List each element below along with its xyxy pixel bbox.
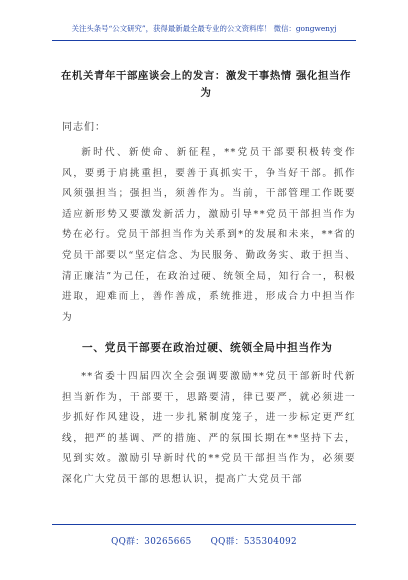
- footer: [52, 534, 356, 547]
- header-divider: [52, 40, 356, 41]
- footer-qq-group-2: QQ群：535304092: [210, 537, 297, 547]
- greeting: 同志们：: [62, 122, 106, 133]
- body-paragraph-1: 新时代、新使命、新征程，**党员干部要积极转变作风，要勇于肩挑重担，要善于真抓实干，争当好干部。抓作风须强担当；强担当，须善作为。当前，干部管理工作既要适应新形势又要激发新活力，激励引导**党员干部担当作为势在必行。党员干部担当作为关系到*的发展和未来，**省的党员干部要以“坚定信念、为民服务、勤政务实、敢于担当、清正廉洁”为己任，在政治过硬、统领全局，知行合一，积极进取，迎难而上，善作善成，系统推进，形成合力中担当作为: [62, 147, 356, 323]
- footer-qq-group-1: QQ群：30265665: [111, 537, 192, 547]
- document-title: 在机关青年干部座谈会上的发言：激发干事热情 强化担当作为: [61, 70, 351, 99]
- footer-divider: [52, 524, 356, 525]
- body-paragraph-2: **省委十四届四次全会强调要激励**党员干部新时代新担当新作为，干部要干，思路要清，律已要严，就必须进一步抓好作风建设，进一步扎紧制度笼子，进一步标定更严红线，把严的基调、严的措施、严的氛围长期在**坚持下去，见到实效。激励引导新时代的**党员干部担当作为，必须要深化广大党员干部的思想认识，提高广大党员干部: [62, 371, 356, 485]
- header-notice: 关注头条号“公文研究”，获得最新最全最专业的公文资料库！ 微信：gongwenyj: [71, 24, 337, 33]
- section-heading-1: 一、党员干部要在政治过硬、统领全局中担当作为: [82, 342, 333, 354]
